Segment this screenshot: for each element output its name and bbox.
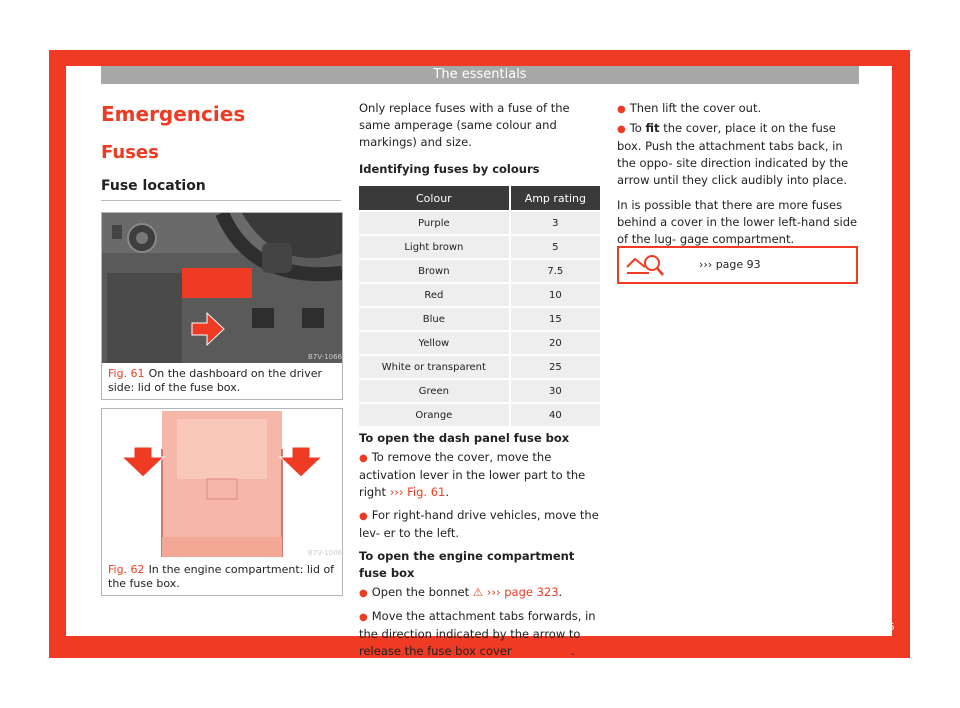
- subsection-title: Fuse location: [101, 178, 206, 194]
- table-cell: 15: [511, 308, 600, 330]
- table-cell: Light brown: [359, 236, 509, 258]
- section-title: Fuses: [101, 142, 159, 163]
- dashboard-illustration: [102, 213, 342, 363]
- bullet-icon: ●: [359, 588, 368, 599]
- table-cell: Purple: [359, 212, 509, 234]
- figure-62: [101, 408, 343, 596]
- table-row: [359, 308, 600, 330]
- list-item: ● Move the attachment tabs forwards, in the direction indicated by the arrow to release the fuse box cover ››› Fig. 62.: [359, 609, 596, 658]
- table-cell: Blue: [359, 308, 509, 330]
- intro-text: Only replace fuses with a fuse of the same amperage (same colour and markings) and size.: [359, 101, 570, 149]
- table-cell: Green: [359, 380, 509, 402]
- caption-text: On the dashboard on the driver side: lid of the fuse box.: [108, 367, 323, 394]
- figure-label: Fig. 61: [108, 367, 145, 380]
- table-cell: 3: [511, 212, 600, 234]
- table-cell: 7.5: [511, 260, 600, 282]
- figure-link[interactable]: ››› Fig. 62: [515, 644, 571, 658]
- dash-heading: To open the dash panel fuse box: [359, 431, 570, 445]
- figure-link[interactable]: ››› Fig. 61: [389, 485, 446, 499]
- table-row: [359, 260, 600, 282]
- caption-text: In the engine compartment: lid of the fuse box.: [108, 563, 335, 590]
- list-item: ● Then lift the cover out.: [617, 101, 762, 115]
- bullet-icon: ●: [617, 104, 626, 115]
- figure-code: B7V-1066: [308, 353, 342, 361]
- table-cell: 5: [511, 236, 600, 258]
- table-header-colour: Colour: [359, 186, 509, 210]
- table-cell: Red: [359, 284, 509, 306]
- warning-icon: ⚠: [472, 585, 484, 599]
- figure-caption: [108, 367, 336, 395]
- table-row: [359, 236, 600, 258]
- paragraph: In is possible that there are more fuses behind a cover in the lower left-hand side of the lug- gage compartment.: [617, 198, 858, 246]
- table-header-amp: Amp rating: [511, 186, 600, 210]
- bullet-icon: ●: [359, 511, 368, 522]
- intro-paragraph: [359, 100, 599, 178]
- fuse-colour-table: [359, 184, 600, 428]
- engine-fuse-box-illustration: [102, 409, 342, 559]
- table-cell: 20: [511, 332, 600, 354]
- table-cell: Brown: [359, 260, 509, 282]
- table-title: Identifying fuses by colours: [359, 162, 540, 176]
- figure-caption: [108, 563, 336, 591]
- table-cell: 25: [511, 356, 600, 378]
- list-item: ● To fit the cover, place it on the fuse box. Push the attachment tabs back, in the oppo- site direction indicated by the arrow until they click audibly into place.: [617, 121, 849, 187]
- table-row: [359, 356, 600, 378]
- table-row: [359, 380, 600, 402]
- dash-instructions: [359, 430, 599, 660]
- right-column: [617, 100, 859, 248]
- page-link[interactable]: ››› page 323: [486, 585, 559, 599]
- table-row: [359, 284, 600, 306]
- table-cell: 40: [511, 404, 600, 426]
- list-item: ● Open the bonnet ⚠ ››› page 323.: [359, 585, 563, 599]
- chapter-title: Emergencies: [101, 102, 246, 126]
- table-cell: 10: [511, 284, 600, 306]
- reference-box: [617, 246, 858, 284]
- figure-code: B7V-1006: [308, 549, 342, 557]
- table-cell: Orange: [359, 404, 509, 426]
- magnifier-icon: [625, 253, 665, 279]
- figure-label: Fig. 62: [108, 563, 145, 576]
- engine-heading: To open the engine compartment fuse box: [359, 549, 575, 580]
- list-item: ● For right-hand drive vehicles, move the lev- er to the left.: [359, 508, 599, 540]
- list-item: ● To remove the cover, move the activation lever in the lower part to the right ››› Fig. 61.: [359, 450, 586, 499]
- page-number: 45: [882, 622, 895, 633]
- table-row: [359, 404, 600, 426]
- bullet-icon: ●: [359, 453, 368, 464]
- page-header: The essentials: [101, 66, 859, 84]
- divider: [101, 200, 341, 201]
- table-cell: White or transparent: [359, 356, 509, 378]
- table-row: [359, 332, 600, 354]
- table-header-row: [359, 186, 600, 210]
- table-row: [359, 212, 600, 234]
- bullet-icon: ●: [617, 124, 626, 135]
- table-cell: Yellow: [359, 332, 509, 354]
- bullet-icon: ●: [359, 612, 368, 623]
- page-link[interactable]: ››› page 93: [699, 258, 761, 271]
- table-cell: 30: [511, 380, 600, 402]
- figure-61: [101, 212, 343, 400]
